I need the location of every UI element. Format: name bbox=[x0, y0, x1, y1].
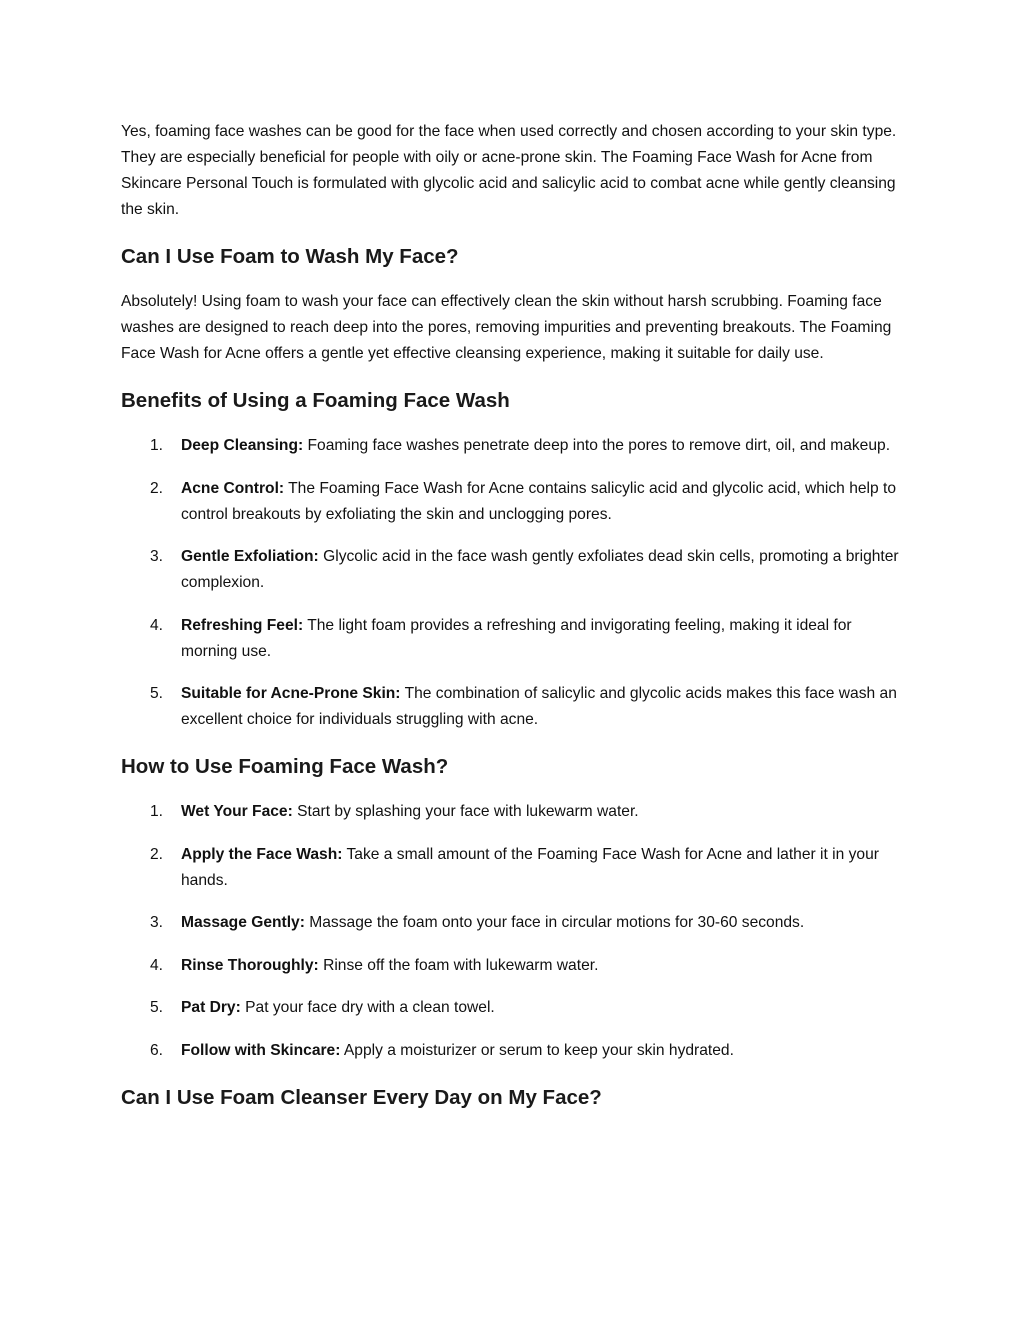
list-text: Apply a moisturizer or serum to keep your skin hydrated. bbox=[340, 1041, 734, 1059]
list-item bbox=[121, 544, 905, 596]
list-term: Gentle Exfoliation: bbox=[181, 548, 319, 565]
section-heading-benefits: Benefits of Using a Foaming Face Wash bbox=[121, 389, 510, 412]
list-item bbox=[121, 910, 905, 936]
benefits-list bbox=[121, 433, 905, 733]
list-text: The light foam provides a refreshing and invigorating feeling, making it ideal for morning use. bbox=[181, 616, 852, 660]
list-term: Wet Your Face: bbox=[181, 803, 293, 820]
list-text: Foaming face washes penetrate deep into the pores to remove dirt, oil, and makeup. bbox=[303, 437, 891, 454]
list-number: 4. bbox=[150, 616, 164, 634]
section-paragraph-foam-wash: Absolutely! Using foam to wash your face can effectively clean the skin without harsh scrubbing. Foaming face washes are designed to reach deep into the pores, removing impurities and preventing breakouts. The Foaming Face Wash for Acne offers a gentle yet effective cleansing experience, making it suitable for daily use. bbox=[121, 293, 892, 362]
list-term: Apply the Face Wash: bbox=[181, 845, 343, 863]
list-text: The Foaming Face Wash for Acne contains salicylic acid and glycolic acid, which help to control breakouts by exfoliating the skin and unclogging pores. bbox=[181, 479, 897, 523]
section-heading-every-day: Can I Use Foam Cleanser Every Day on My Face? bbox=[121, 1085, 602, 1109]
list-number: 1. bbox=[150, 437, 164, 454]
list-term: Deep Cleansing: bbox=[181, 437, 304, 454]
list-text: Take a small amount of the Foaming Face Wash for Acne and lather it in your hands. bbox=[181, 845, 879, 889]
list-text: Rinse off the foam with lukewarm water. bbox=[318, 956, 599, 974]
list-text: Massage the foam onto your face in circular motions for 30-60 seconds. bbox=[304, 914, 805, 931]
list-item bbox=[121, 1038, 905, 1064]
list-number: 5. bbox=[150, 999, 164, 1016]
list-number: 4. bbox=[150, 956, 164, 974]
list-number: 2. bbox=[150, 845, 164, 863]
list-term: Refreshing Feel: bbox=[181, 616, 304, 634]
list-item bbox=[121, 681, 905, 733]
list-term: Acne Control: bbox=[181, 479, 285, 497]
how-to-use-list bbox=[121, 799, 905, 1064]
document-page bbox=[121, 119, 905, 1130]
list-text: Start by splashing your face with lukewarm water. bbox=[292, 803, 639, 820]
list-item bbox=[121, 953, 905, 979]
list-number: 3. bbox=[150, 548, 164, 565]
list-term: Suitable for Acne-Prone Skin: bbox=[181, 685, 401, 702]
list-text: The combination of salicylic and glycolic acids makes this face wash an excellent choice for individuals struggling with acne. bbox=[181, 685, 897, 728]
list-number: 1. bbox=[150, 803, 164, 820]
list-number: 3. bbox=[150, 914, 164, 931]
list-number: 6. bbox=[150, 1041, 164, 1059]
list-term: Massage Gently: bbox=[181, 914, 305, 931]
list-item bbox=[121, 995, 905, 1021]
list-number: 2. bbox=[150, 479, 164, 497]
list-item bbox=[121, 613, 905, 665]
list-item bbox=[121, 799, 905, 825]
list-item bbox=[121, 433, 905, 459]
list-number: 5. bbox=[150, 685, 164, 702]
list-text: Glycolic acid in the face wash gently exfoliates dead skin cells, promoting a brighter complexion. bbox=[181, 548, 899, 591]
list-term: Follow with Skincare: bbox=[181, 1041, 341, 1059]
list-term: Rinse Thoroughly: bbox=[181, 956, 319, 974]
list-item bbox=[121, 842, 905, 894]
section-heading-how-to-use: How to Use Foaming Face Wash? bbox=[121, 755, 449, 778]
list-item bbox=[121, 476, 905, 528]
intro-paragraph: Yes, foaming face washes can be good for the face when used correctly and chosen according to your skin type. They are especially beneficial for people with oily or acne-prone skin. The Foaming Face Wash for Acne from Skincare Personal Touch is formulated with glycolic acid and salicylic acid to combat acne while gently cleansing the skin. bbox=[121, 123, 897, 218]
list-term: Pat Dry: bbox=[181, 999, 241, 1016]
section-heading-foam-wash: Can I Use Foam to Wash My Face? bbox=[121, 245, 459, 268]
list-text: Pat your face dry with a clean towel. bbox=[240, 999, 495, 1016]
